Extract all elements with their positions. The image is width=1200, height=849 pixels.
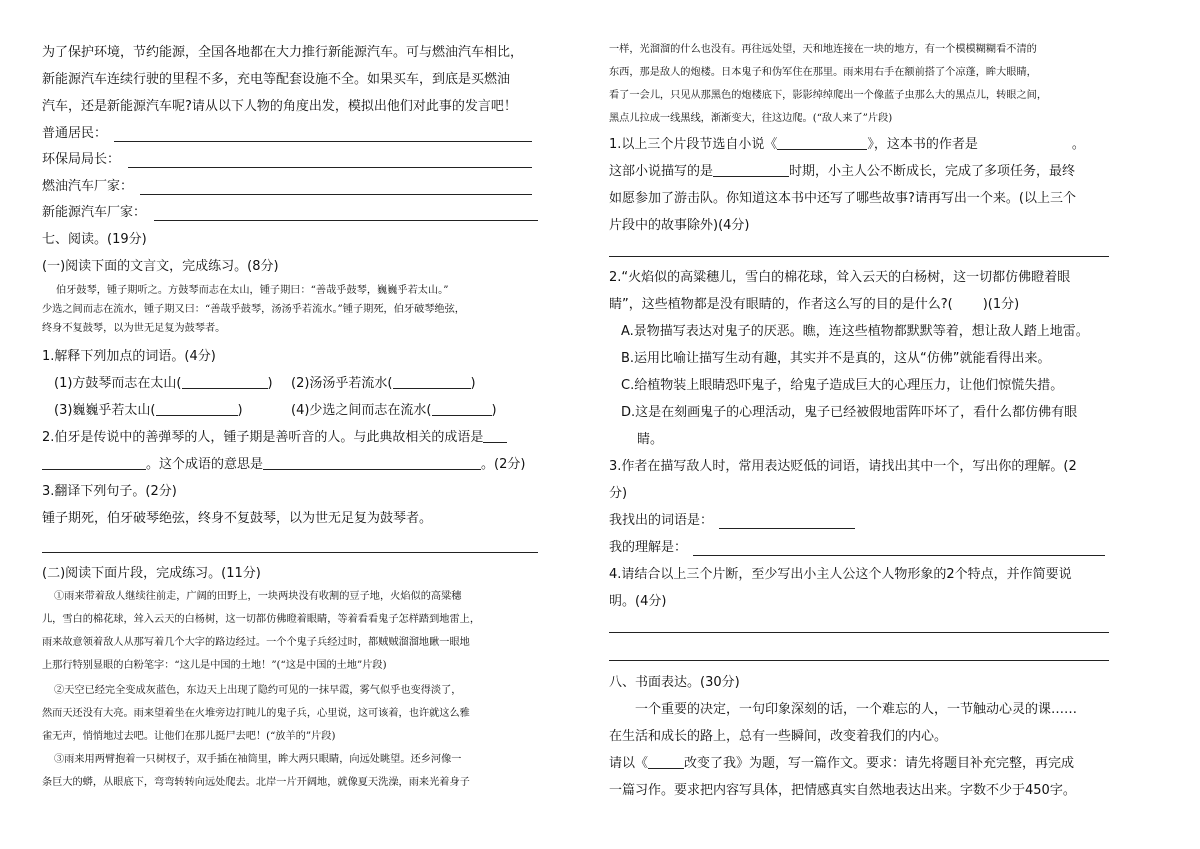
passage-cont-line: 看了一会儿，只见从那黑色的炮楼底下，影影绰绰爬出一个像蓝子虫那么大的黑点儿，转眼之间， [609, 90, 1048, 101]
q3-answer-line[interactable] [42, 552, 538, 553]
essay-prompt-line: 在生活和成长的路上，总有一些瞬间，改变着我们的内心。 [609, 729, 948, 744]
question-2-cont: 。这个成语的意思是 。(2分) [42, 456, 525, 474]
role-resident-label: 普通居民： [42, 126, 108, 141]
classical-text-line: 伯牙鼓琴，锺子期听之。方鼓琴而志在太山，锺子期曰：“善哉乎鼓琴，巍巍乎若太山。” [56, 285, 449, 296]
intro-line: 新能源汽车连续行驶的里程不多，充电等配套设施不全。如果买车，到底是买燃油 [42, 72, 511, 87]
r-question-4-cont: 明。(4分) [609, 594, 667, 609]
passage-line: 条巨大的蟒，从眼底下，弯弯转转向远处爬去。北岸一片开阔地，就像夏天洗澡，雨来光着身子 [42, 777, 470, 788]
q1-item-1-blank[interactable] [182, 375, 268, 389]
essay-prompt-line: 请以《 改变了我》为题，写一篇作文。要求：请先将题目补充完整，再完成 [609, 756, 1075, 771]
essay-title-blank[interactable] [648, 755, 684, 769]
r-q3-understand-blank[interactable] [693, 555, 1105, 556]
role-resident-answer-line[interactable] [114, 141, 532, 142]
option-d-cont: 睛。 [637, 432, 664, 447]
option-c[interactable]: C.给植物装上眼睛恐吓鬼子，给鬼子造成巨大的心理压力，让他们惊慌失措。 [621, 378, 1064, 393]
q1-item-4: (4)少选之间而志在流水( ) [291, 403, 497, 418]
q1-item-2-blank[interactable] [393, 375, 471, 389]
option-a[interactable]: A.景物描写表达对鬼子的厌恶。瞧，连这些植物都默默等着，想让敌人踏上地雷。 [621, 324, 1089, 339]
r-question-1-cont: 这部小说描写的是 时期，小主人公不断成长，完成了多项任务，最终 [609, 164, 1076, 179]
q1-item-2: (2)汤汤乎若流水( ) [291, 376, 476, 391]
r-question-1-cont: 如愿参加了游击队。你知道这本书中还写了哪些故事?请再写出一个来。(以上三个 [609, 191, 1076, 206]
q1-item-4-blank[interactable] [432, 402, 492, 416]
r-q1-answer-line[interactable] [609, 256, 1109, 257]
r-q3-found-blank[interactable] [719, 528, 855, 529]
passage-line: 雨来故意领着敌人从那写着几个大字的路边经过。一个个鬼子兵经过时，都贼贼溜溜地瞅一眼地 [42, 637, 470, 648]
period-blank[interactable] [713, 163, 789, 177]
role-fuel-maker-answer-line[interactable] [140, 194, 532, 195]
passage-line: ②天空已经完全变成灰蓝色，东边天上出现了隐约可见的一抹早霞，雾气似乎也变得淡了， [54, 685, 462, 696]
r-question-1: 1.以上三个片段节选自小说《 》，这本书的作者是 。 [609, 137, 1085, 152]
passage-line: 上那行特别显眼的白粉笔字：“这儿是中国的土地！”(“这是中国的土地”片段) [42, 660, 387, 671]
part2-title: (二)阅读下面片段，完成练习。(11分) [42, 566, 261, 581]
r-question-2: 2.“火焰似的高粱穗儿，雪白的棉花球，耸入云天的白杨树，这一切都仿佛瞪着眼 [609, 270, 1071, 285]
r-question-2-cont: 睛”，这些植物都是没有眼睛的，作者这么写的目的是什么?( )(1分) [609, 297, 1020, 312]
passage-line: ①雨来带着敌人继续往前走，广阔的田野上，一块两块没有收割的豆子地，火焰似的高粱穗 [54, 591, 462, 602]
novel-title-blank[interactable] [777, 136, 867, 150]
q3-sentence: 锺子期死，伯牙破琴绝弦，终身不复鼓琴，以为世无足复为鼓琴者。 [42, 511, 433, 526]
section7-title: 七、阅读。(19分) [42, 232, 147, 247]
q2-idiom-blank-start[interactable] [483, 429, 507, 443]
question-1: 1.解释下列加点的词语。(4分) [42, 349, 216, 364]
part1-title: (一)阅读下面的文言文，完成练习。(8分) [42, 259, 279, 274]
classical-text-line: 终身不复鼓琴，以为世无足复为鼓琴者。 [42, 323, 226, 334]
r-question-4: 4.请结合以上三个片断，至少写出小主人公这个人物形象的2个特点，并作简要说 [609, 567, 1072, 582]
option-d[interactable]: D.这是在刻画鬼子的心理活动，鬼子已经被假地雷阵吓坏了，看什么都仿佛有眼 [621, 405, 1078, 420]
role-ev-maker-label: 新能源汽车厂家： [42, 205, 147, 220]
option-b[interactable]: B.运用比喻让描写生动有趣，其实并不是真的，这从“仿佛”就能看得出来。 [621, 351, 1051, 366]
role-ev-maker-answer-line[interactable] [154, 220, 538, 221]
intro-line: 为了保护环境，节约能源，全国各地都在大力推行新能源汽车。可与燃油汽车相比， [42, 45, 524, 60]
r-q4-answer-line[interactable] [609, 632, 1109, 633]
q1-item-3: (3)巍巍乎若太山( ) [54, 403, 243, 418]
r-question-3-cont: 分) [609, 486, 628, 501]
q1-item-3-blank[interactable] [156, 402, 238, 416]
intro-line: 汽车，还是新能源汽车呢?请从以下人物的角度出发，模拟出他们对此事的发言吧！ [42, 99, 517, 114]
passage-line: ③雨来用两臂抱着一只树杈子，双手插在袖筒里，眸大两只眼睛，向远处眺望。还乡河像一 [54, 754, 462, 765]
passage-line: 雀无声，悄悄地过去吧。让他们在那儿挺尸去吧！(“放羊的”片段) [42, 731, 336, 742]
question-3: 3.翻译下列句子。(2分) [42, 484, 177, 499]
q2-idiom-blank[interactable] [42, 456, 146, 470]
r-q3-understand-label: 我的理解是： [609, 540, 688, 555]
passage-cont-line: 黑点儿拉成一线黑线，渐渐变大，往这边爬。(“敌人来了”片段) [609, 113, 893, 124]
passage-cont-line: 一样，光溜溜的什么也没有。再往远处望，天和地连接在一块的地方，有一个模模糊糊看不清的 [609, 44, 1037, 55]
r-q3-found-label: 我找出的词语是： [609, 513, 714, 528]
classical-text-line: 少选之间而志在流水，锺子期又曰：“善哉乎鼓琴，汤汤乎若流水。”锺子期死，伯牙破琴绝弦， [42, 304, 465, 315]
q2-meaning-blank[interactable] [263, 456, 481, 470]
passage-line: 儿，雪白的棉花球，耸入云天的白杨树，这一切都仿佛瞪着眼睛，等着看看鬼子怎样踏到地雷上， [42, 614, 481, 625]
section8-title: 八、书面表达。(30分) [609, 675, 740, 690]
role-epa-answer-line[interactable] [128, 167, 532, 168]
r-question-1-cont: 片段中的故事除外)(4分) [609, 218, 750, 233]
passage-cont-line: 东西，那是敌人的炮楼。日本鬼子和伪军住在那里。雨来用右手在额前搭了个凉蓬，眸大眼睛， [609, 67, 1037, 78]
essay-prompt-line: 一篇习作。要求把内容写具体，把情感真实自然地表达出来。字数不少于450字。 [609, 783, 1076, 798]
q1-item-1: (1)方鼓琴而志在太山( ) [54, 376, 273, 391]
role-epa-label: 环保局局长： [42, 152, 121, 167]
r-question-3: 3.作者在描写敌人时，常用表达贬低的词语，请找出其中一个，写出你的理解。(2 [609, 459, 1077, 474]
essay-prompt-line: 一个重要的决定，一句印象深刻的话，一个难忘的人，一节触动心灵的课…… [635, 702, 1078, 717]
question-2: 2.伯牙是传说中的善弹琴的人，锺子期是善听音的人。与此典故相关的成语是 [42, 429, 507, 447]
role-fuel-maker-label: 燃油汽车厂家： [42, 179, 134, 194]
r-q4-answer-line[interactable] [609, 660, 1109, 661]
passage-line: 然而天还没有大亮。雨来望着坐在火堆旁边打盹儿的鬼子兵，心里说，这可该着，也许就这么雅 [42, 708, 470, 719]
